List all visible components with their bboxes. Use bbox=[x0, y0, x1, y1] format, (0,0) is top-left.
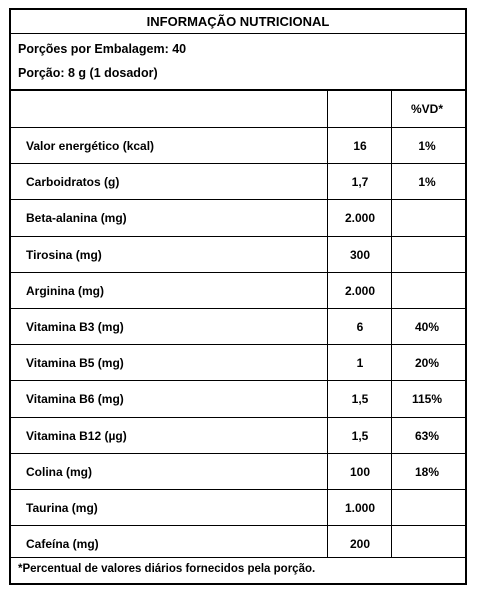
nutrient-quantity: 1,5 bbox=[351, 428, 369, 443]
nutrition-facts-panel bbox=[9, 8, 467, 585]
nutrient-name: Vitamina B3 (mg) bbox=[26, 320, 124, 334]
nutrient-quantity: 200 bbox=[349, 537, 371, 552]
nutrient-quantity: 1,5 bbox=[351, 392, 369, 407]
nutrient-quantity: 1,7 bbox=[351, 175, 369, 190]
nutrient-dv: 20% bbox=[414, 356, 440, 371]
nutrient-quantity: 300 bbox=[349, 247, 371, 262]
nutrient-name: Vitamina B12 (µg) bbox=[26, 428, 127, 443]
table-bottom-border bbox=[11, 557, 465, 558]
nutrient-name: Vitamina B5 (mg) bbox=[26, 356, 124, 371]
nutrient-dv bbox=[392, 237, 462, 273]
nutrient-name: Vitamina B6 (mg) bbox=[26, 392, 124, 407]
header-dv: %VD* bbox=[410, 102, 443, 116]
nutrient-dv bbox=[392, 490, 462, 526]
nutrient-dv: 40% bbox=[414, 320, 440, 334]
nutrient-name: Tirosina (mg) bbox=[26, 247, 102, 262]
column-divider-quantity bbox=[327, 90, 328, 557]
nutrient-dv: 18% bbox=[414, 464, 440, 479]
nutrient-quantity: 2.000 bbox=[344, 283, 376, 298]
nutrient-name: Beta-alanina (mg) bbox=[26, 211, 127, 226]
nutrient-name: Carboidratos (g) bbox=[26, 175, 120, 190]
nutrient-dv bbox=[392, 273, 462, 309]
nutrient-dv: 1% bbox=[418, 175, 436, 190]
nutrient-quantity: 6 bbox=[356, 320, 364, 334]
panel-title: INFORMAÇÃO NUTRICIONAL bbox=[146, 14, 330, 29]
nutrient-name: Cafeína (mg) bbox=[26, 537, 99, 552]
nutrient-quantity: 1.000 bbox=[344, 501, 376, 515]
nutrient-name: Colina (mg) bbox=[26, 464, 92, 479]
footnote: *Percentual de valores diários fornecidos pela porção. bbox=[18, 563, 316, 575]
nutrient-quantity: 1 bbox=[356, 356, 364, 371]
nutrient-name: Valor energético (kcal) bbox=[26, 139, 155, 153]
nutrient-dv: 1% bbox=[418, 139, 436, 153]
nutrient-dv: 115% bbox=[411, 392, 443, 407]
divider bbox=[11, 33, 465, 34]
nutrient-name: Arginina (mg) bbox=[26, 283, 104, 298]
nutrient-dv: 63% bbox=[414, 428, 440, 443]
serving-size: Porção: 8 g (1 dosador) bbox=[18, 66, 158, 80]
nutrient-dv bbox=[392, 200, 462, 236]
servings-per-package: Porções por Embalagem: 40 bbox=[18, 42, 187, 56]
header-quantity bbox=[329, 91, 391, 127]
nutrient-quantity: 16 bbox=[353, 139, 367, 153]
nutrient-quantity: 100 bbox=[349, 464, 371, 479]
nutrient-name: Taurina (mg) bbox=[26, 501, 98, 515]
nutrient-quantity: 2.000 bbox=[344, 211, 376, 226]
